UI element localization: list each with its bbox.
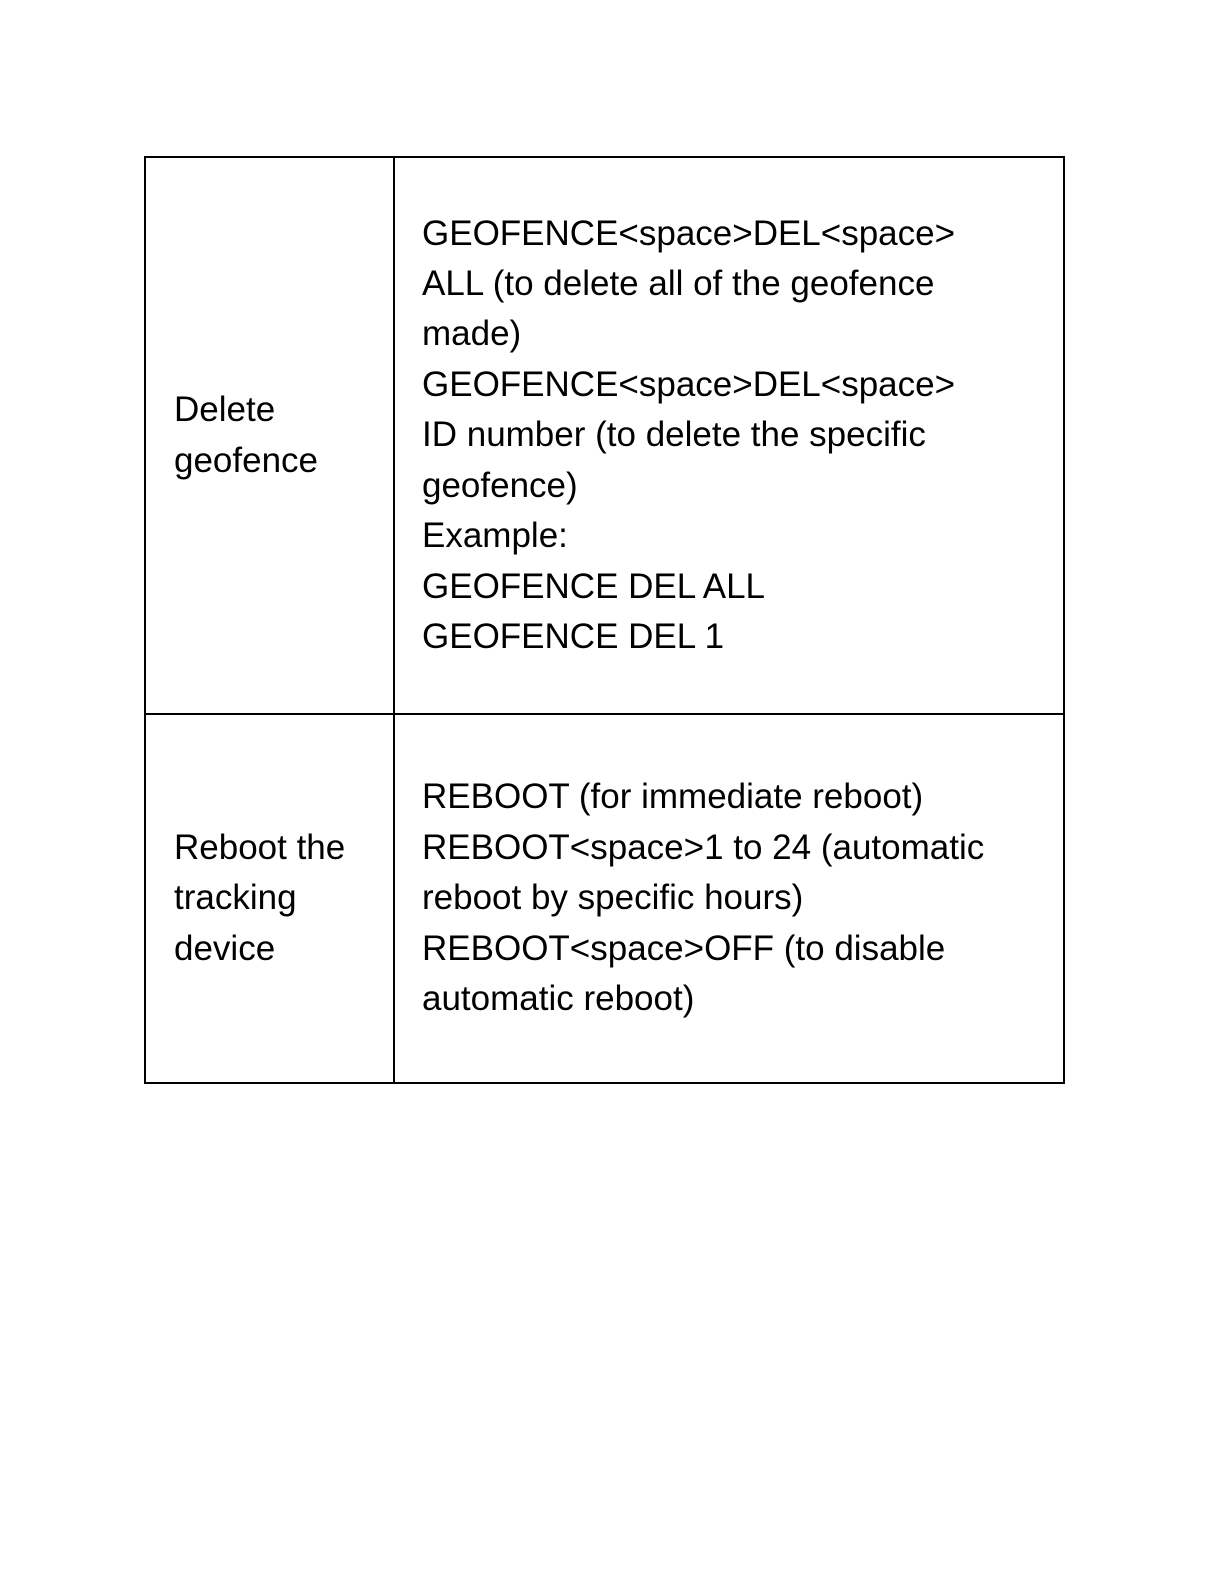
function-text-line: device [174, 928, 276, 968]
function-cell [145, 157, 394, 714]
command-text-line: automatic reboot) [422, 979, 695, 1019]
command-text-line: ID number (to delete the specific [422, 415, 926, 455]
command-text-line: REBOOT<space>OFF (to disable [422, 928, 946, 968]
command-text-line: GEOFENCE DEL 1 [422, 616, 725, 656]
table-row [145, 714, 1064, 1083]
command-text-line: reboot by specific hours) [422, 878, 804, 918]
function-text-line: Delete [174, 390, 276, 430]
command-cell [394, 714, 1064, 1083]
command-cell [394, 157, 1064, 714]
command-table [144, 156, 1065, 1084]
command-text-line: geofence) [422, 465, 578, 505]
table-row [145, 157, 1064, 714]
function-text-line: tracking [174, 878, 297, 918]
command-text-line: REBOOT (for immediate reboot) [422, 777, 924, 817]
function-cell [145, 714, 394, 1083]
command-text-line: GEOFENCE<space>DEL<space> [422, 364, 956, 404]
command-text-line: GEOFENCE DEL ALL [422, 566, 765, 606]
command-text-line: REBOOT<space>1 to 24 (automatic [422, 827, 985, 867]
command-text-line: ALL (to delete all of the geofence [422, 264, 935, 304]
command-text-line: Example: [422, 516, 568, 556]
function-text-line: geofence [174, 440, 319, 480]
function-text-line: Reboot the [174, 827, 346, 867]
command-text-line: GEOFENCE<space>DEL<space> [422, 213, 956, 253]
command-text-line: made) [422, 314, 522, 354]
